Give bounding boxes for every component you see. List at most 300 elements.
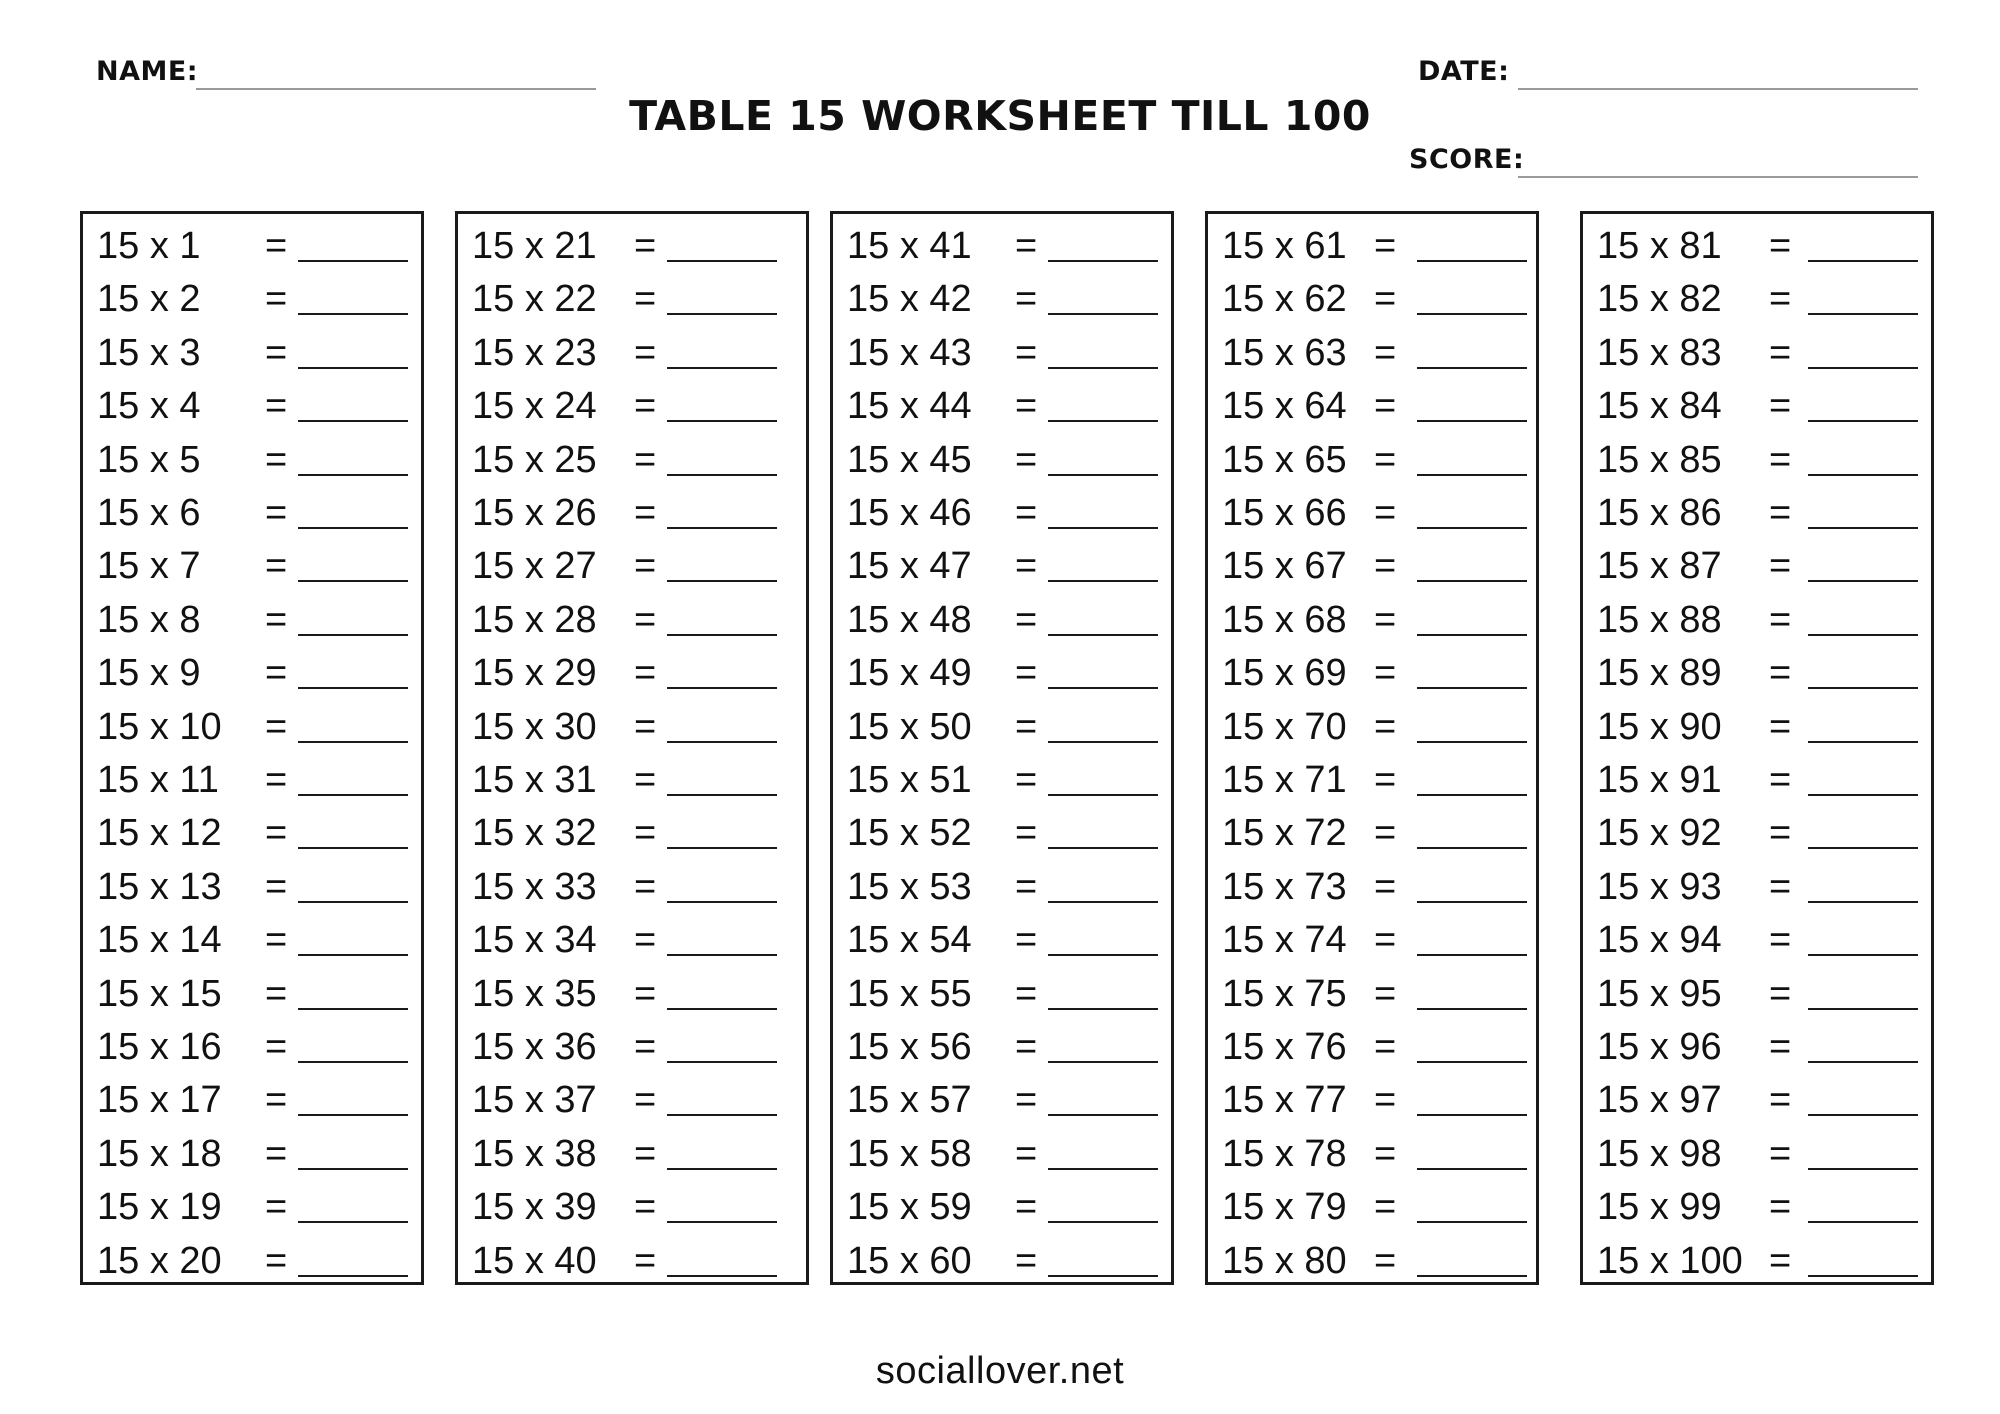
equals-sign: = [265, 278, 288, 321]
answer-blank[interactable] [1417, 260, 1527, 262]
equals-sign: = [265, 1239, 288, 1282]
answer-blank[interactable] [298, 901, 408, 903]
answer-blank[interactable] [298, 687, 408, 689]
equals-sign: = [634, 1186, 657, 1229]
equals-sign: = [634, 1239, 657, 1282]
problem-row [833, 968, 1171, 1021]
problem-row [83, 1128, 421, 1181]
problem-row [833, 647, 1171, 700]
answer-blank[interactable] [1417, 420, 1527, 422]
problem-expression: 15 x 96 [1597, 1026, 1722, 1068]
score-label: SCORE: [1409, 144, 1525, 175]
problem-expression: 15 x 53 [847, 865, 972, 908]
problem-row [833, 434, 1171, 487]
problem-row [83, 968, 421, 1021]
equals-sign: = [265, 1079, 288, 1122]
problem-expression: 15 x 75 [1222, 972, 1347, 1015]
answer-blank[interactable] [1417, 580, 1527, 582]
problem-row [1583, 220, 1931, 273]
answer-blank[interactable] [1048, 794, 1158, 796]
answer-blank[interactable] [667, 420, 777, 422]
name-field[interactable] [196, 88, 596, 90]
problem-row [833, 380, 1171, 433]
equals-sign: = [1015, 972, 1038, 1015]
problem-expression: 15 x 52 [847, 812, 972, 855]
problem-expression: 15 x 17 [97, 1079, 222, 1122]
equals-sign: = [634, 438, 657, 481]
answer-blank[interactable] [1808, 634, 1918, 636]
answer-blank[interactable] [667, 634, 777, 636]
problem-row [1583, 1181, 1931, 1234]
problem-row [833, 754, 1171, 807]
answer-blank[interactable] [1417, 1275, 1527, 1277]
answer-blank[interactable] [298, 1275, 408, 1277]
answer-blank[interactable] [1417, 741, 1527, 743]
equals-sign: = [265, 598, 288, 641]
answer-blank[interactable] [1048, 420, 1158, 422]
problem-row [1208, 594, 1536, 647]
problem-expression: 15 x 94 [1597, 919, 1722, 962]
score-field[interactable] [1518, 176, 1918, 178]
answer-blank[interactable] [1417, 367, 1527, 369]
equals-sign: = [634, 865, 657, 908]
equals-sign: = [634, 759, 657, 801]
answer-blank[interactable] [667, 1275, 777, 1277]
problem-expression: 15 x 27 [472, 545, 597, 588]
problem-column-1 [80, 211, 424, 1285]
problem-row [458, 540, 806, 593]
answer-blank[interactable] [1417, 1008, 1527, 1010]
answer-blank[interactable] [1417, 1168, 1527, 1170]
equals-sign: = [1374, 1026, 1397, 1068]
equals-sign: = [1015, 225, 1038, 267]
problem-row [83, 487, 421, 540]
answer-blank[interactable] [1048, 1114, 1158, 1116]
problem-expression: 15 x 8 [97, 598, 201, 641]
answer-blank[interactable] [1417, 901, 1527, 903]
problem-row [1208, 701, 1536, 754]
equals-sign: = [265, 331, 288, 374]
problem-expression: 15 x 45 [847, 438, 972, 481]
equals-sign: = [1015, 331, 1038, 374]
answer-blank[interactable] [1808, 367, 1918, 369]
problem-row [458, 380, 806, 433]
problem-expression: 15 x 61 [1222, 225, 1347, 267]
problem-row [1208, 1181, 1536, 1234]
problem-expression: 15 x 18 [97, 1132, 222, 1175]
answer-blank[interactable] [667, 474, 777, 476]
problem-row [1208, 647, 1536, 700]
answer-blank[interactable] [298, 420, 408, 422]
problem-row [83, 807, 421, 860]
equals-sign: = [265, 812, 288, 855]
equals-sign: = [634, 598, 657, 641]
answer-blank[interactable] [1048, 527, 1158, 529]
equals-sign: = [1015, 492, 1038, 534]
answer-blank[interactable] [298, 741, 408, 743]
equals-sign: = [1769, 759, 1792, 801]
equals-sign: = [265, 1132, 288, 1175]
answer-blank[interactable] [1808, 1221, 1918, 1223]
problem-expression: 15 x 13 [97, 865, 222, 908]
answer-blank[interactable] [298, 954, 408, 956]
answer-blank[interactable] [1808, 1008, 1918, 1010]
problem-expression: 15 x 40 [472, 1239, 597, 1282]
answer-blank[interactable] [667, 741, 777, 743]
problem-expression: 15 x 19 [97, 1186, 222, 1229]
answer-blank[interactable] [1048, 1221, 1158, 1223]
problem-row [1208, 754, 1536, 807]
problem-row [1208, 380, 1536, 433]
answer-blank[interactable] [298, 634, 408, 636]
equals-sign: = [1015, 545, 1038, 588]
problem-expression: 15 x 35 [472, 972, 597, 1015]
problem-row [83, 1235, 421, 1288]
problem-row [1583, 968, 1931, 1021]
problem-expression: 15 x 48 [847, 598, 972, 641]
equals-sign: = [1769, 492, 1792, 534]
answer-blank[interactable] [1048, 847, 1158, 849]
answer-blank[interactable] [667, 1114, 777, 1116]
answer-blank[interactable] [298, 847, 408, 849]
answer-blank[interactable] [1808, 580, 1918, 582]
equals-sign: = [1374, 972, 1397, 1015]
answer-blank[interactable] [1808, 1168, 1918, 1170]
equals-sign: = [634, 1132, 657, 1175]
equals-sign: = [634, 545, 657, 588]
problem-expression: 15 x 20 [97, 1239, 222, 1282]
problem-row [1583, 487, 1931, 540]
equals-sign: = [634, 331, 657, 374]
answer-blank[interactable] [667, 527, 777, 529]
answer-blank[interactable] [1048, 580, 1158, 582]
equals-sign: = [634, 652, 657, 695]
problem-row [83, 914, 421, 967]
equals-sign: = [1015, 1132, 1038, 1175]
answer-blank[interactable] [1048, 474, 1158, 476]
problem-expression: 15 x 63 [1222, 331, 1347, 374]
equals-sign: = [1374, 1239, 1397, 1282]
equals-sign: = [1374, 545, 1397, 588]
answer-blank[interactable] [1048, 260, 1158, 262]
equals-sign: = [265, 225, 288, 267]
problem-expression: 15 x 46 [847, 492, 972, 534]
answer-blank[interactable] [298, 794, 408, 796]
answer-blank[interactable] [1417, 527, 1527, 529]
problem-row [1583, 1235, 1931, 1288]
problem-expression: 15 x 64 [1222, 385, 1347, 428]
answer-blank[interactable] [1808, 741, 1918, 743]
answer-blank[interactable] [1808, 687, 1918, 689]
problem-row [83, 220, 421, 273]
problem-expression: 15 x 31 [472, 759, 597, 801]
problem-row [1583, 273, 1931, 326]
problem-row [1208, 487, 1536, 540]
problem-row [833, 1181, 1171, 1234]
answer-blank[interactable] [1417, 634, 1527, 636]
problem-row [1208, 1128, 1536, 1181]
problem-expression: 15 x 21 [472, 225, 597, 267]
answer-blank[interactable] [1048, 741, 1158, 743]
problem-expression: 15 x 49 [847, 652, 972, 695]
problem-row [1208, 540, 1536, 593]
problem-row [458, 1181, 806, 1234]
answer-blank[interactable] [1808, 527, 1918, 529]
answer-blank[interactable] [667, 580, 777, 582]
problem-expression: 15 x 65 [1222, 438, 1347, 481]
problem-expression: 15 x 90 [1597, 705, 1722, 748]
answer-blank[interactable] [667, 1168, 777, 1170]
equals-sign: = [1374, 598, 1397, 641]
answer-blank[interactable] [667, 1008, 777, 1010]
equals-sign: = [1015, 1186, 1038, 1229]
problem-expression: 15 x 12 [97, 812, 222, 855]
equals-sign: = [1769, 385, 1792, 428]
problem-expression: 15 x 37 [472, 1079, 597, 1122]
problem-expression: 15 x 26 [472, 492, 597, 534]
answer-blank[interactable] [1417, 1114, 1527, 1116]
equals-sign: = [265, 919, 288, 962]
equals-sign: = [1015, 705, 1038, 748]
problem-expression: 15 x 10 [97, 705, 222, 748]
problem-row [1208, 1235, 1536, 1288]
problem-expression: 15 x 73 [1222, 865, 1347, 908]
problem-expression: 15 x 36 [472, 1026, 597, 1068]
equals-sign: = [265, 865, 288, 908]
answer-blank[interactable] [298, 580, 408, 582]
answer-blank[interactable] [667, 1221, 777, 1223]
answer-blank[interactable] [1808, 1275, 1918, 1277]
problem-expression: 15 x 58 [847, 1132, 972, 1175]
problem-expression: 15 x 71 [1222, 759, 1347, 801]
problem-expression: 15 x 9 [97, 652, 201, 695]
problem-row [833, 701, 1171, 754]
problem-row [83, 273, 421, 326]
problem-expression: 15 x 14 [97, 919, 222, 962]
problem-row [1583, 327, 1931, 380]
answer-blank[interactable] [1417, 954, 1527, 956]
equals-sign: = [1769, 598, 1792, 641]
answer-blank[interactable] [1048, 1168, 1158, 1170]
equals-sign: = [1015, 865, 1038, 908]
equals-sign: = [1769, 278, 1792, 321]
problem-expression: 15 x 97 [1597, 1079, 1722, 1122]
answer-blank[interactable] [667, 901, 777, 903]
problem-row [833, 594, 1171, 647]
answer-blank[interactable] [1808, 313, 1918, 315]
answer-blank[interactable] [298, 313, 408, 315]
problem-row [458, 807, 806, 860]
equals-sign: = [265, 385, 288, 428]
answer-blank[interactable] [1417, 687, 1527, 689]
answer-blank[interactable] [298, 527, 408, 529]
problem-expression: 15 x 68 [1222, 598, 1347, 641]
equals-sign: = [1015, 1079, 1038, 1122]
equals-sign: = [1015, 812, 1038, 855]
equals-sign: = [1015, 1239, 1038, 1282]
answer-blank[interactable] [667, 687, 777, 689]
equals-sign: = [1015, 759, 1038, 801]
problem-row [1208, 1074, 1536, 1127]
equals-sign: = [1015, 1026, 1038, 1068]
answer-blank[interactable] [1808, 794, 1918, 796]
date-field[interactable] [1518, 88, 1918, 90]
answer-blank[interactable] [1808, 1114, 1918, 1116]
answer-blank[interactable] [1417, 1221, 1527, 1223]
answer-blank[interactable] [1048, 901, 1158, 903]
equals-sign: = [265, 652, 288, 695]
equals-sign: = [1374, 919, 1397, 962]
answer-blank[interactable] [667, 313, 777, 315]
answer-blank[interactable] [1417, 847, 1527, 849]
equals-sign: = [634, 919, 657, 962]
answer-blank[interactable] [298, 1061, 408, 1063]
problem-row [458, 1021, 806, 1074]
equals-sign: = [634, 1079, 657, 1122]
equals-sign: = [1015, 652, 1038, 695]
equals-sign: = [1374, 1079, 1397, 1122]
problem-expression: 15 x 51 [847, 759, 972, 801]
problem-column-4 [1205, 211, 1539, 1285]
equals-sign: = [1374, 492, 1397, 534]
equals-sign: = [634, 1026, 657, 1068]
problem-row [1583, 861, 1931, 914]
answer-blank[interactable] [667, 260, 777, 262]
problem-row [458, 914, 806, 967]
equals-sign: = [265, 759, 288, 801]
problem-row [833, 1128, 1171, 1181]
answer-blank[interactable] [298, 1008, 408, 1010]
answer-blank[interactable] [1808, 954, 1918, 956]
equals-sign: = [634, 225, 657, 267]
answer-blank[interactable] [298, 474, 408, 476]
problem-expression: 15 x 29 [472, 652, 597, 695]
problem-column-5 [1580, 211, 1934, 1285]
problem-row [83, 647, 421, 700]
answer-blank[interactable] [1048, 1008, 1158, 1010]
answer-blank[interactable] [1417, 794, 1527, 796]
answer-blank[interactable] [1048, 313, 1158, 315]
equals-sign: = [634, 705, 657, 748]
answer-blank[interactable] [298, 1114, 408, 1116]
problem-row [1583, 380, 1931, 433]
answer-blank[interactable] [667, 847, 777, 849]
equals-sign: = [265, 972, 288, 1015]
answer-blank[interactable] [1417, 313, 1527, 315]
problem-row [458, 1074, 806, 1127]
answer-blank[interactable] [1048, 634, 1158, 636]
answer-blank[interactable] [1808, 1061, 1918, 1063]
problem-expression: 15 x 82 [1597, 278, 1722, 321]
problem-row [83, 701, 421, 754]
problem-expression: 15 x 70 [1222, 705, 1347, 748]
answer-blank[interactable] [1048, 1061, 1158, 1063]
answer-blank[interactable] [667, 954, 777, 956]
answer-blank[interactable] [667, 794, 777, 796]
equals-sign: = [1769, 331, 1792, 374]
problem-row [1583, 647, 1931, 700]
problem-expression: 15 x 93 [1597, 865, 1722, 908]
problem-expression: 15 x 62 [1222, 278, 1347, 321]
equals-sign: = [1374, 812, 1397, 855]
problem-row [1208, 1021, 1536, 1074]
answer-blank[interactable] [1808, 847, 1918, 849]
answer-blank[interactable] [1048, 954, 1158, 956]
name-label: NAME: [96, 56, 199, 87]
answer-blank[interactable] [298, 367, 408, 369]
answer-blank[interactable] [1808, 474, 1918, 476]
problem-row [1208, 273, 1536, 326]
problem-row [1583, 807, 1931, 860]
problem-row [833, 1021, 1171, 1074]
equals-sign: = [634, 385, 657, 428]
problem-expression: 15 x 24 [472, 385, 597, 428]
equals-sign: = [1374, 438, 1397, 481]
problem-row [458, 273, 806, 326]
problem-row [458, 1128, 806, 1181]
equals-sign: = [265, 545, 288, 588]
answer-blank[interactable] [667, 367, 777, 369]
answer-blank[interactable] [1808, 420, 1918, 422]
problem-expression: 15 x 25 [472, 438, 597, 481]
answer-blank[interactable] [1048, 367, 1158, 369]
equals-sign: = [634, 812, 657, 855]
equals-sign: = [1015, 438, 1038, 481]
answer-blank[interactable] [1808, 260, 1918, 262]
equals-sign: = [1015, 919, 1038, 962]
equals-sign: = [1374, 865, 1397, 908]
answer-blank[interactable] [1808, 901, 1918, 903]
equals-sign: = [1769, 225, 1792, 267]
equals-sign: = [265, 705, 288, 748]
problem-row [458, 647, 806, 700]
problem-row [83, 754, 421, 807]
equals-sign: = [1769, 865, 1792, 908]
problem-expression: 15 x 77 [1222, 1079, 1347, 1122]
problem-expression: 15 x 39 [472, 1186, 597, 1229]
equals-sign: = [1374, 385, 1397, 428]
answer-blank[interactable] [298, 1221, 408, 1223]
problem-expression: 15 x 23 [472, 331, 597, 374]
problem-expression: 15 x 78 [1222, 1132, 1347, 1175]
problem-expression: 15 x 4 [97, 385, 201, 428]
problem-row [458, 220, 806, 273]
answer-blank[interactable] [298, 260, 408, 262]
problem-column-2 [455, 211, 809, 1285]
equals-sign: = [265, 492, 288, 534]
problem-expression: 15 x 100 [1597, 1239, 1743, 1282]
answer-blank[interactable] [1048, 687, 1158, 689]
equals-sign: = [1769, 1132, 1792, 1175]
answer-blank[interactable] [1048, 1275, 1158, 1277]
equals-sign: = [1374, 278, 1397, 321]
problem-expression: 15 x 42 [847, 278, 972, 321]
problem-expression: 15 x 92 [1597, 812, 1722, 855]
problem-expression: 15 x 86 [1597, 492, 1722, 534]
problem-row [83, 594, 421, 647]
answer-blank[interactable] [667, 1061, 777, 1063]
problem-expression: 15 x 89 [1597, 652, 1722, 695]
answer-blank[interactable] [298, 1168, 408, 1170]
answer-blank[interactable] [1417, 1061, 1527, 1063]
problem-expression: 15 x 74 [1222, 919, 1347, 962]
problem-expression: 15 x 41 [847, 225, 972, 267]
problem-row [458, 1235, 806, 1288]
equals-sign: = [1374, 759, 1397, 801]
problem-row [458, 968, 806, 1021]
problem-expression: 15 x 15 [97, 972, 222, 1015]
answer-blank[interactable] [1417, 474, 1527, 476]
